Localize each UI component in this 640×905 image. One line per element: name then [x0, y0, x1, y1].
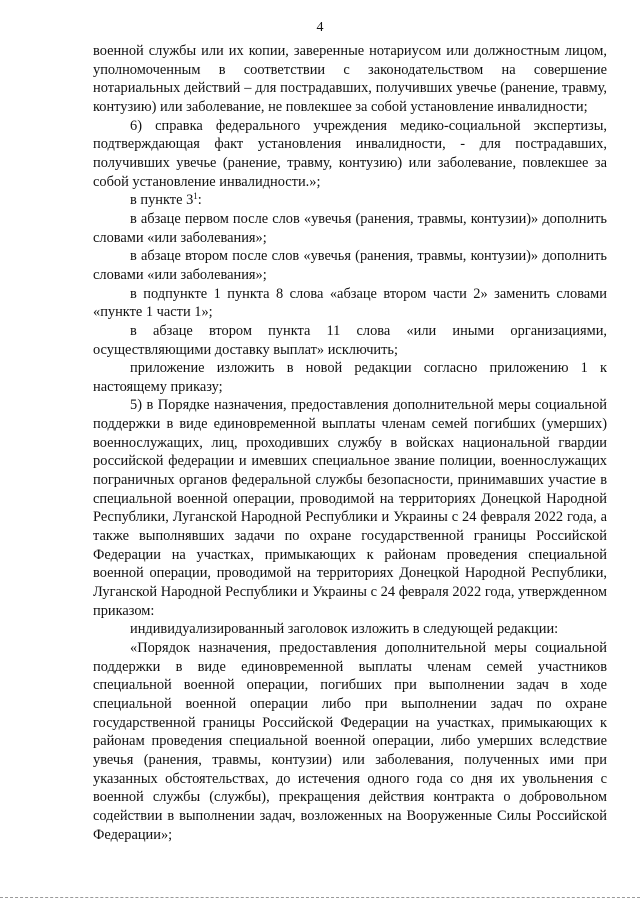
paragraph-first-abzac: в абзаце первом после слов «увечья (ранения, травмы, контузии)» дополнить словами «или заболевания»; [93, 210, 607, 246]
paragraph-heading-instruction: индивидуализированный заголовок изложить в следующей редакции: [130, 621, 559, 638]
point-3-1-text: в пункте 3 [130, 192, 194, 209]
document-body [93, 42, 607, 844]
paragraph-item-5: 5) в Порядке назначения, предоставления дополнительной меры социальной поддержки в виде единовременной выплаты членам семей погибших (умерших) военнослужащих, лиц, проходивших службу в войсках национальной гвардии российской федерации и имевших специальное звание полиции, военнослужащих пограничных органов федеральной службы безопасности, принимавших участие в специальной военной операции, проводимой на территориях Донецкой Народной Республики, Луганской Народной Республики и Украины с 24 февраля 2022 года, а также выполнявших задачи по охране государственной границы Российской Федерации на участках, примыкающих к районам проведения специальной военной операции, проводимой на территориях Донецкой Народной Республики, Луганской Народной Республики и Украины с 24 февраля 2022 года, утвержденном приказом: [93, 397, 607, 619]
page-number: 4 [316, 20, 324, 35]
paragraph-quoted-title: «Порядок назначения, предоставления дополнительной меры социальной поддержки в виде единовременной выплаты членам семей участников специальной военной операции, погибших при выполнении задач в ходе специальной военной операции либо при выполнении задач по охране государственной границы Российской Федерации на участках, примыкающих к районам проведения специальной военной операции, либо умерших вследствие увечья (ранения, травмы, контузии) или заболевания, полученных ими при указанных обстоятельствах, до истечения одного года со дня их увольнения с военной службы (службы), прекращения действия контракта о добровольном содействии в выполнении задач, возложенных на Вооруженные Силы Российской Федерации»; [93, 640, 607, 843]
paragraph-second-abzac: в абзаце втором после слов «увечья (ранения, травмы, контузии)» дополнить словами «или заболевания»; [93, 248, 607, 283]
paragraph-point-11: в абзаце втором пункта 11 слова «или иными организациями, осуществляющими доставку выплат» исключить; [93, 322, 607, 358]
point-3-1-superscript: 1 [193, 191, 198, 202]
paragraph-subpoint-1: в подпункте 1 пункта 8 слова «абзаце втором части 2» заменить словами «пункте 1 части 1»; [93, 285, 607, 321]
paragraph-continuation: военной службы или их копии, заверенные нотариусом или должностным лицом, уполномоченным в соответствии с законодательством на совершение нотариальных действий – для пострадавших, получивших увечье (ранение, травму, контузию) или заболевание, не повлекшее за собой установление инвалидности; [93, 43, 607, 115]
paragraph-appendix: приложение изложить в новой редакции согласно приложению 1 к настоящему приказу; [93, 360, 607, 395]
paragraph-point-3-1 [93, 191, 607, 210]
point-3-1-colon: : [197, 192, 202, 209]
page-bottom-edge [0, 897, 640, 898]
paragraph-item-6: 6) справка федерального учреждения медико-социальной экспертизы, подтверждающая факт установления инвалидности, - для пострадавших, получивших увечье (ранение, травму, контузию) или заболевание, повлекшее за собой установление инвалидности.»; [93, 117, 607, 190]
